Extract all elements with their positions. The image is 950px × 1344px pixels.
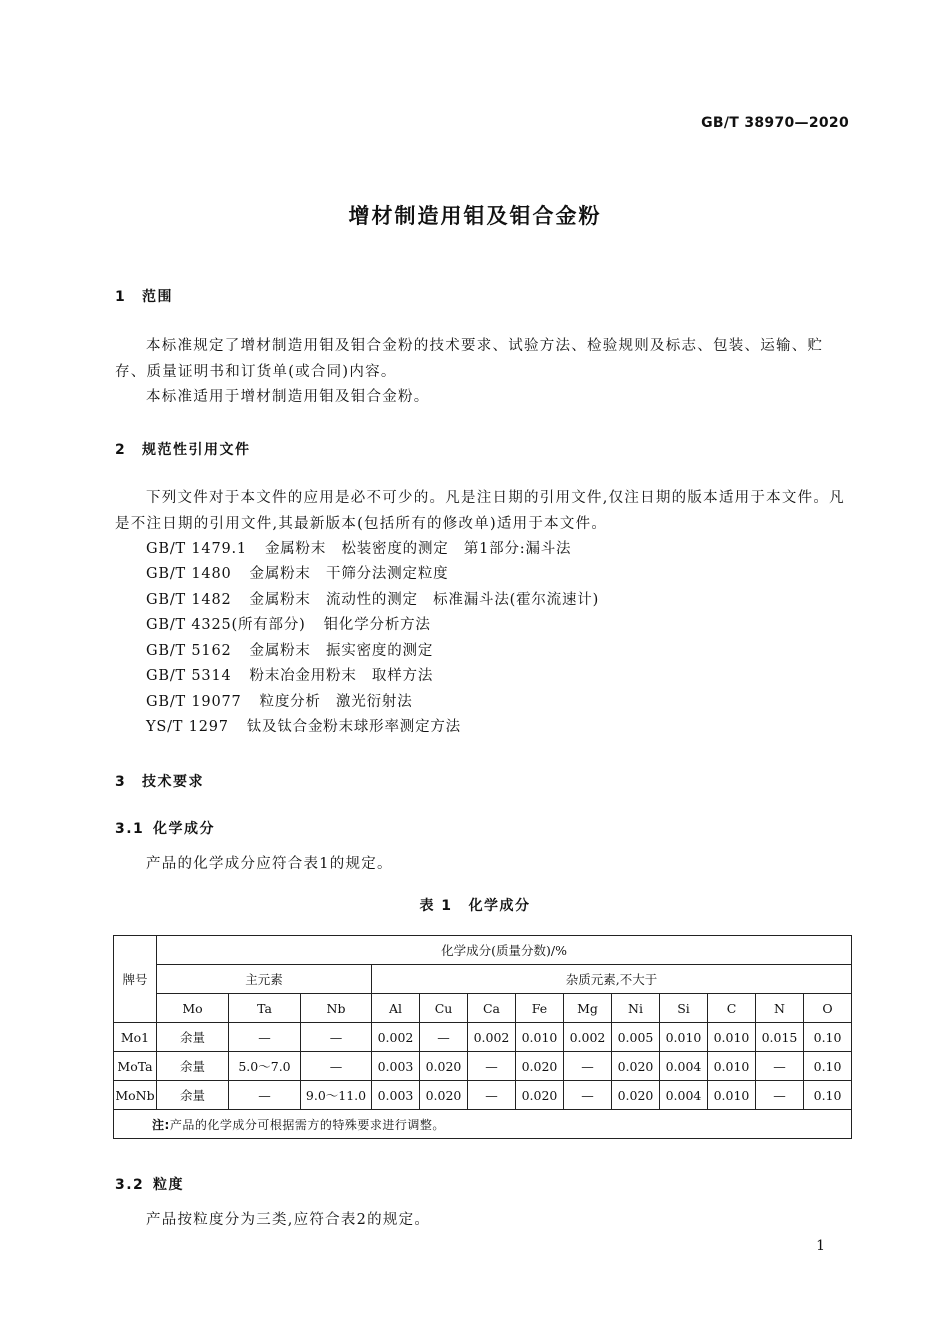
value-cell: 0.010: [708, 1023, 756, 1052]
reference-item: [146, 588, 599, 614]
reference-code: GB/T 1480: [146, 566, 232, 582]
table-note-text: 产品的化学成分可根据需方的特殊要求进行调整。: [169, 1117, 445, 1132]
chemical-composition-table: [113, 935, 852, 1139]
reference-item: [146, 639, 433, 665]
table-note: [114, 1110, 852, 1139]
subsection-title: 粒度: [153, 1177, 184, 1193]
value-cell: 0.10: [804, 1081, 852, 1110]
particle-size-text: 产品按粒度分为三类,应符合表2的规定。: [146, 1212, 431, 1228]
reference-title: 金属粉末 流动性的测定 标准漏斗法(霍尔流速计): [249, 592, 600, 608]
subsection-number: 3.2: [115, 1177, 145, 1193]
table-row: [114, 1081, 852, 1110]
element-header: Cu: [420, 994, 468, 1023]
value-cell: —: [301, 1052, 372, 1081]
reference-item: [146, 664, 433, 690]
element-header: Fe: [516, 994, 564, 1023]
section-heading-normative-references: [115, 439, 251, 459]
table-row: [114, 1023, 852, 1052]
section-number: 2: [115, 442, 127, 458]
table-note-label: 注:: [152, 1117, 170, 1132]
grade-cell: Mo1: [114, 1023, 157, 1052]
element-header: Ni: [612, 994, 660, 1023]
element-header: Al: [372, 994, 420, 1023]
value-cell: —: [756, 1052, 804, 1081]
page-number: 1: [816, 1238, 825, 1254]
value-cell: —: [301, 1023, 372, 1052]
section-heading-technical-requirements: [115, 771, 204, 791]
reference-title: 金属粉末 干筛分法测定粒度: [249, 566, 449, 582]
reference-code: GB/T 1482: [146, 592, 232, 608]
element-header: Ca: [468, 994, 516, 1023]
element-header: Ta: [229, 994, 301, 1023]
reference-code: GB/T 5314: [146, 668, 232, 684]
section-number: 3: [115, 774, 127, 790]
value-cell: 0.015: [756, 1023, 804, 1052]
grade-cell: MoNb: [114, 1081, 157, 1110]
value-cell: 0.020: [612, 1081, 660, 1110]
value-cell: 0.004: [660, 1052, 708, 1081]
reference-title: 钼化学分析方法: [323, 617, 431, 633]
value-cell: 余量: [157, 1023, 229, 1052]
reference-item: [146, 690, 413, 716]
value-cell: 0.002: [372, 1023, 420, 1052]
element-header: N: [756, 994, 804, 1023]
reference-code: GB/T 5162: [146, 643, 232, 659]
element-header: C: [708, 994, 756, 1023]
element-header: Nb: [301, 994, 372, 1023]
value-cell: 0.005: [612, 1023, 660, 1052]
table-row: [114, 1052, 852, 1081]
value-cell: 0.10: [804, 1023, 852, 1052]
value-cell: 0.020: [612, 1052, 660, 1081]
value-cell: 0.10: [804, 1052, 852, 1081]
value-cell: —: [564, 1081, 612, 1110]
document-title: 增材制造用钼及钼合金粉: [348, 204, 602, 228]
value-cell: —: [756, 1081, 804, 1110]
value-cell: 余量: [157, 1081, 229, 1110]
value-cell: —: [468, 1052, 516, 1081]
subsection-number: 3.1: [115, 821, 145, 837]
table-caption-number: 表 1: [419, 898, 453, 914]
value-cell: 余量: [157, 1052, 229, 1081]
value-cell: 0.020: [420, 1081, 468, 1110]
impurity-elements-header: 杂质元素,不大于: [372, 965, 852, 994]
subsection-title: 化学成分: [153, 821, 215, 837]
element-header: Mg: [564, 994, 612, 1023]
value-cell: 0.010: [708, 1052, 756, 1081]
reference-code: YS/T 1297: [146, 719, 229, 735]
element-header: O: [804, 994, 852, 1023]
chemical-composition-text: 产品的化学成分应符合表1的规定。: [146, 856, 393, 872]
standard-number: GB/T 38970—2020: [701, 115, 849, 131]
references-intro-paragraph: 下列文件对于本文件的应用是必不可少的。凡是注日期的引用文件,仅注日期的版本适用于本文件。凡是不注日期的引用文件,其最新版本(包括所有的修改单)适用于本文件。: [115, 490, 845, 532]
table-caption-title: 化学成分: [468, 898, 531, 914]
reference-code: GB/T 1479.1: [146, 541, 247, 557]
scope-paragraph-2: 本标准适用于增材制造用钼及钼合金粉。: [146, 389, 430, 405]
value-cell: 0.010: [708, 1081, 756, 1110]
section-title: 技术要求: [142, 774, 204, 790]
value-cell: —: [420, 1023, 468, 1052]
reference-title: 金属粉末 松装密度的测定 第1部分:漏斗法: [264, 541, 572, 557]
value-cell: 0.020: [516, 1081, 564, 1110]
value-cell: 5.0～7.0: [229, 1052, 301, 1081]
value-cell: —: [468, 1081, 516, 1110]
reference-item: [146, 562, 448, 588]
reference-title: 钛及钛合金粉末球形率测定方法: [246, 719, 461, 735]
main-elements-header: 主元素: [157, 965, 372, 994]
reference-title: 粉末冶金用粉末 取样方法: [249, 668, 434, 684]
section-number: 1: [115, 289, 127, 305]
value-cell: 0.010: [516, 1023, 564, 1052]
reference-title: 金属粉末 振实密度的测定: [249, 643, 434, 659]
value-cell: —: [564, 1052, 612, 1081]
reference-item: [146, 613, 431, 639]
reference-item: [146, 715, 461, 741]
reference-title: 粒度分析 激光衍射法: [259, 694, 413, 710]
value-cell: 0.002: [564, 1023, 612, 1052]
section-heading-scope: [115, 286, 173, 306]
subsection-heading-chemical-composition: [115, 818, 215, 838]
reference-code: GB/T 19077: [146, 694, 242, 710]
reference-code: GB/T 4325(所有部分): [146, 617, 306, 633]
grade-column-header: 牌号: [114, 936, 157, 1023]
value-cell: 0.020: [516, 1052, 564, 1081]
value-cell: 0.020: [420, 1052, 468, 1081]
table-caption: [0, 895, 950, 915]
value-cell: —: [229, 1023, 301, 1052]
composition-group-header: 化学成分(质量分数)/%: [157, 936, 852, 965]
section-title: 规范性引用文件: [142, 442, 251, 458]
value-cell: 0.003: [372, 1081, 420, 1110]
reference-item: [146, 537, 571, 563]
element-header: Si: [660, 994, 708, 1023]
value-cell: 0.010: [660, 1023, 708, 1052]
value-cell: 0.003: [372, 1052, 420, 1081]
value-cell: —: [229, 1081, 301, 1110]
value-cell: 0.002: [468, 1023, 516, 1052]
value-cell: 9.0～11.0: [301, 1081, 372, 1110]
element-header: Mo: [157, 994, 229, 1023]
element-header-row: [114, 994, 852, 1023]
value-cell: 0.004: [660, 1081, 708, 1110]
grade-cell: MoTa: [114, 1052, 157, 1081]
scope-paragraph-1: 本标准规定了增材制造用钼及钼合金粉的技术要求、试验方法、检验规则及标志、包装、运输、贮存、质量证明书和订货单(或合同)内容。: [115, 338, 824, 380]
section-title: 范围: [142, 289, 173, 305]
subsection-heading-particle-size: [115, 1174, 184, 1194]
